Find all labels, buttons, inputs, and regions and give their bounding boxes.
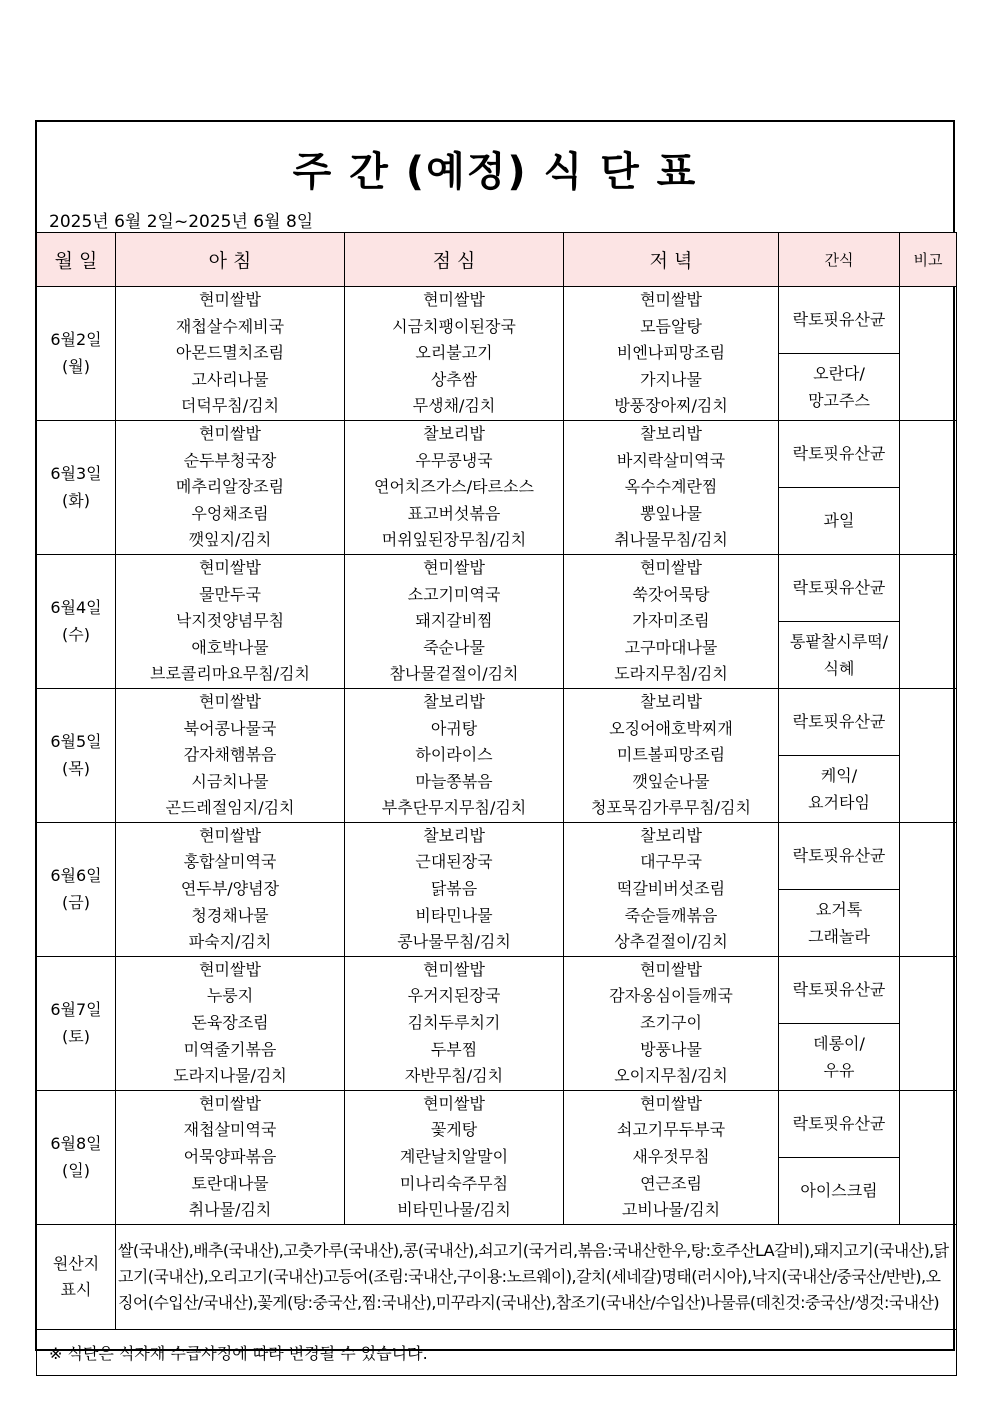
dinner-item: 죽순들깨볶음: [624, 905, 718, 925]
day-cell: [37, 287, 116, 421]
breakfast-item: 파숙지/김치: [188, 932, 272, 952]
day-row: [37, 420, 957, 487]
remarks-cell: [900, 554, 957, 688]
dinner-item: 찰보리밥: [640, 825, 702, 845]
lunch-cell: [345, 822, 564, 956]
lunch-item: 두부찜: [430, 1039, 478, 1059]
day-cell: [37, 420, 116, 554]
lunch-item: 오리불고기: [415, 343, 493, 363]
remarks-cell: [900, 822, 957, 956]
dinner-item: 청포묵김가루무침/김치: [591, 798, 751, 818]
header-snack: 간식: [779, 233, 900, 287]
breakfast-cell: [116, 287, 345, 421]
dinner-item: 오징어애호박찌개: [609, 718, 733, 738]
menu-sheet: [35, 120, 955, 1363]
origin-label-text: 원산지 표시: [52, 1253, 100, 1299]
dinner-cell: [564, 688, 779, 822]
dinner-cell: [564, 1090, 779, 1224]
lunch-item: 상추쌈: [430, 369, 478, 389]
lunch-item: 현미쌀밥: [423, 1093, 485, 1113]
day-cell: [37, 822, 116, 956]
dinner-item: 뽕잎나물: [640, 503, 702, 523]
day-cell: [37, 1090, 116, 1224]
dinner-item: 상추겉절이/김치: [614, 932, 728, 952]
breakfast-item: 현미쌀밥: [199, 557, 261, 577]
snack-secondary: 데롱이/ 우유: [779, 1023, 900, 1090]
snack-primary: 락토핏유산균: [779, 956, 900, 1023]
snack-primary: 락토핏유산균: [779, 420, 900, 487]
lunch-cell: [345, 554, 564, 688]
snack-secondary: 과일: [779, 487, 900, 554]
breakfast-item: 현미쌀밥: [199, 691, 261, 711]
lunch-cell: [345, 956, 564, 1090]
lunch-item: 콩나물무침/김치: [397, 932, 511, 952]
dinner-item: 새우젓무침: [632, 1147, 710, 1166]
dinner-item: 가자미조림: [632, 611, 710, 631]
dinner-cell: [564, 287, 779, 421]
day-weekday: (화): [62, 491, 90, 511]
day-row: [37, 1090, 957, 1157]
dinner-item: 현미쌀밥: [640, 959, 702, 979]
day-weekday: (일): [62, 1161, 90, 1181]
dinner-item: 방풍나물: [640, 1039, 702, 1059]
breakfast-cell: [116, 1090, 345, 1224]
lunch-item: 현미쌀밥: [423, 959, 485, 979]
notice-text: ※ 식단은 식자재 수급사정에 따라 변경될 수 있습니다.: [37, 1329, 957, 1375]
dinner-item: 조기구이: [640, 1013, 702, 1033]
lunch-item: 죽순나물: [423, 637, 485, 657]
dinner-item: 미트볼피망조림: [616, 745, 726, 765]
breakfast-item: 낙지젓양념무침: [175, 611, 285, 631]
dinner-cell: [564, 956, 779, 1090]
breakfast-item: 연두부/양념장: [180, 879, 280, 899]
breakfast-item: 깻잎지/김치: [188, 530, 272, 550]
dinner-item: 현미쌀밥: [640, 1093, 702, 1113]
breakfast-item: 곤드레절임지/김치: [165, 798, 295, 818]
day-date: 6월6일: [50, 866, 102, 886]
snack-primary: 락토핏유산균: [779, 822, 900, 889]
remarks-cell: [900, 688, 957, 822]
remarks-cell: [900, 956, 957, 1090]
dinner-item: 옥수수계란찜: [624, 477, 718, 497]
lunch-item: 부추단무지무침/김치: [381, 798, 527, 818]
breakfast-item: 우엉채조림: [191, 503, 269, 523]
breakfast-item: 북어콩나물국: [183, 718, 277, 738]
breakfast-cell: [116, 420, 345, 554]
dinner-item: 현미쌀밥: [640, 290, 702, 309]
snack-secondary: 통팥찰시루떡/ 식혜: [779, 621, 900, 688]
breakfast-item: 재첩살미역국: [183, 1120, 277, 1140]
breakfast-cell: [116, 822, 345, 956]
breakfast-item: 현미쌀밥: [199, 959, 261, 979]
breakfast-item: 누룽지: [206, 986, 254, 1006]
breakfast-item: 재첩살수제비국: [175, 316, 285, 336]
day-date: 6월4일: [50, 598, 102, 618]
header-breakfast: 아 침: [116, 233, 345, 287]
dinner-item: 모듬알탕: [640, 316, 702, 336]
lunch-item: 미나리숙주무침: [399, 1173, 509, 1193]
header-lunch: 점 심: [345, 233, 564, 287]
breakfast-item: 고사리나물: [191, 369, 269, 389]
lunch-item: 무생채/김치: [412, 396, 496, 416]
header-row: [37, 233, 957, 287]
origin-text: 쌀(국내산),배추(국내산),고춧가루(국내산),콩(국내산),쇠고기(국거리,볶음:국내산한우,탕:호주산LA갈비),돼지고기(국내산),닭고기(국내산),오리고기(국내산)고등어(조림:국내산,구이용:노르웨이),갈치(세네갈)명태(러시아),낙지(국내산/중국산/반반),오징어(수입산/국내산),꽃게(탕:중국산,찜:국내산),미꾸라지(국내산),참조기(국내산/수입산)나물류(데친것:중국산/생것:국내산): [116, 1224, 957, 1329]
dinner-item: 연근조림: [640, 1173, 702, 1193]
snack-secondary: 아이스크림: [779, 1157, 900, 1224]
snack-secondary: 오란다/ 망고주스: [779, 353, 900, 420]
breakfast-item: 아몬드멸치조림: [175, 343, 285, 363]
dinner-item: 고비나물/김치: [621, 1200, 721, 1220]
breakfast-item: 감자채햄볶음: [183, 745, 277, 765]
day-date: 6월8일: [50, 1134, 102, 1154]
lunch-item: 표고버섯볶음: [407, 503, 501, 523]
lunch-item: 비타민나물: [415, 905, 493, 925]
lunch-cell: [345, 1090, 564, 1224]
breakfast-cell: [116, 554, 345, 688]
breakfast-item: 미역줄기볶음: [183, 1039, 277, 1059]
day-row: [37, 287, 957, 354]
lunch-item: 찰보리밥: [423, 825, 485, 845]
breakfast-cell: [116, 956, 345, 1090]
dinner-cell: [564, 420, 779, 554]
dinner-cell: [564, 822, 779, 956]
dinner-item: 현미쌀밥: [640, 557, 702, 577]
lunch-item: 현미쌀밥: [423, 557, 485, 577]
day-row: [37, 956, 957, 1023]
breakfast-item: 도라지나물/김치: [173, 1066, 287, 1086]
lunch-item: 찰보리밥: [423, 691, 485, 711]
lunch-item: 연어치즈가스/타르소스: [374, 477, 534, 497]
breakfast-item: 더덕무침/김치: [180, 396, 280, 416]
lunch-cell: [345, 287, 564, 421]
dinner-item: 쇠고기무두부국: [616, 1120, 726, 1140]
breakfast-item: 순두부청국장: [183, 450, 277, 470]
remarks-cell: [900, 1090, 957, 1224]
lunch-item: 현미쌀밥: [423, 290, 485, 309]
day-date: 6월2일: [50, 330, 102, 350]
breakfast-item: 메추리알장조림: [175, 477, 285, 497]
lunch-item: 마늘쫑볶음: [415, 771, 493, 791]
dinner-item: 깻잎순나물: [632, 771, 710, 791]
remarks-cell: [900, 287, 957, 421]
breakfast-item: 어묵양파볶음: [183, 1147, 277, 1166]
lunch-item: 자반무침/김치: [404, 1066, 504, 1086]
snack-secondary: 케익/ 요거타임: [779, 755, 900, 822]
day-row: [37, 822, 957, 889]
dinner-item: 쑥갓어묵탕: [632, 584, 710, 604]
lunch-item: 찰보리밥: [423, 423, 485, 443]
day-weekday: (목): [62, 759, 90, 779]
lunch-item: 비타민나물/김치: [397, 1200, 511, 1220]
day-weekday: (금): [62, 893, 90, 913]
lunch-item: 참나물겉절이/김치: [389, 664, 519, 684]
day-date: 6월5일: [50, 732, 102, 752]
breakfast-item: 취나물/김치: [188, 1200, 272, 1220]
snack-secondary: 요거톡 그래놀라: [779, 889, 900, 956]
dinner-item: 떡갈비버섯조림: [616, 879, 726, 899]
dinner-item: 감자옹심이들깨국: [609, 986, 733, 1006]
lunch-item: 근대된장국: [415, 852, 493, 872]
breakfast-item: 돈육장조림: [191, 1013, 269, 1033]
lunch-item: 계란날치알말이: [399, 1147, 509, 1166]
header-date: 월 일: [37, 233, 116, 287]
lunch-cell: [345, 420, 564, 554]
lunch-item: 꽃게탕: [430, 1120, 478, 1140]
dinner-item: 취나물무침/김치: [614, 530, 728, 550]
lunch-item: 우무콩냉국: [415, 450, 493, 470]
lunch-item: 닭볶음: [430, 879, 478, 899]
lunch-item: 시금치팽이된장국: [392, 316, 516, 336]
dinner-item: 고구마대나물: [624, 637, 718, 657]
day-cell: [37, 956, 116, 1090]
header-dinner: 저 녁: [564, 233, 779, 287]
dinner-item: 비엔나피망조림: [616, 343, 726, 363]
snack-primary: 락토핏유산균: [779, 1090, 900, 1157]
dinner-item: 도라지무침/김치: [614, 664, 728, 684]
breakfast-item: 시금치나물: [191, 771, 269, 791]
dinner-item: 방풍장아찌/김치: [614, 396, 728, 416]
day-date: 6월7일: [50, 1000, 102, 1020]
lunch-item: 우거지된장국: [407, 986, 501, 1006]
snack-primary: 락토핏유산균: [779, 287, 900, 354]
breakfast-item: 현미쌀밥: [199, 825, 261, 845]
lunch-item: 아귀탕: [430, 718, 478, 738]
origin-row: [37, 1224, 957, 1329]
lunch-item: 하이라이스: [415, 745, 493, 765]
lunch-item: 돼지갈비찜: [415, 611, 493, 631]
dinner-item: 바지락살미역국: [616, 450, 726, 470]
day-cell: [37, 554, 116, 688]
breakfast-cell: [116, 688, 345, 822]
dinner-cell: [564, 554, 779, 688]
day-weekday: (수): [62, 625, 90, 645]
note-row: [37, 1329, 957, 1375]
breakfast-item: 홍합살미역국: [183, 852, 277, 872]
day-cell: [37, 688, 116, 822]
remarks-cell: [900, 420, 957, 554]
day-date: 6월3일: [50, 464, 102, 484]
day-weekday: (월): [62, 357, 90, 377]
date-range: 2025년 6월 2일~2025년 6월 8일: [49, 212, 314, 232]
breakfast-item: 현미쌀밥: [199, 1093, 261, 1113]
breakfast-item: 물만두국: [199, 584, 261, 604]
lunch-item: 머위잎된장무침/김치: [381, 530, 527, 550]
dinner-item: 찰보리밥: [640, 691, 702, 711]
snack-primary: 락토핏유산균: [779, 688, 900, 755]
lunch-item: 김치두루치기: [407, 1013, 501, 1033]
day-row: [37, 688, 957, 755]
day-row: [37, 554, 957, 621]
header-remarks: 비고: [900, 233, 957, 287]
dinner-item: 가지나물: [640, 369, 702, 389]
breakfast-item: 현미쌀밥: [199, 290, 261, 309]
origin-label: [37, 1224, 116, 1329]
breakfast-item: 현미쌀밥: [199, 423, 261, 443]
weekly-menu-table: [36, 232, 957, 1376]
day-weekday: (토): [62, 1027, 90, 1047]
lunch-cell: [345, 688, 564, 822]
breakfast-item: 청경채나물: [191, 905, 269, 925]
dinner-item: 찰보리밥: [640, 423, 702, 443]
breakfast-item: 브로콜리마요무침/김치: [150, 664, 310, 684]
breakfast-item: 애호박나물: [191, 637, 269, 657]
menu-body: [37, 287, 957, 1225]
page-title: 주 간 (예정) 식 단 표: [292, 149, 698, 195]
snack-primary: 락토핏유산균: [779, 554, 900, 621]
breakfast-item: 토란대나물: [191, 1173, 269, 1193]
lunch-item: 소고기미역국: [407, 584, 501, 604]
dinner-item: 오이지무침/김치: [614, 1066, 728, 1086]
dinner-item: 대구무국: [640, 852, 702, 872]
